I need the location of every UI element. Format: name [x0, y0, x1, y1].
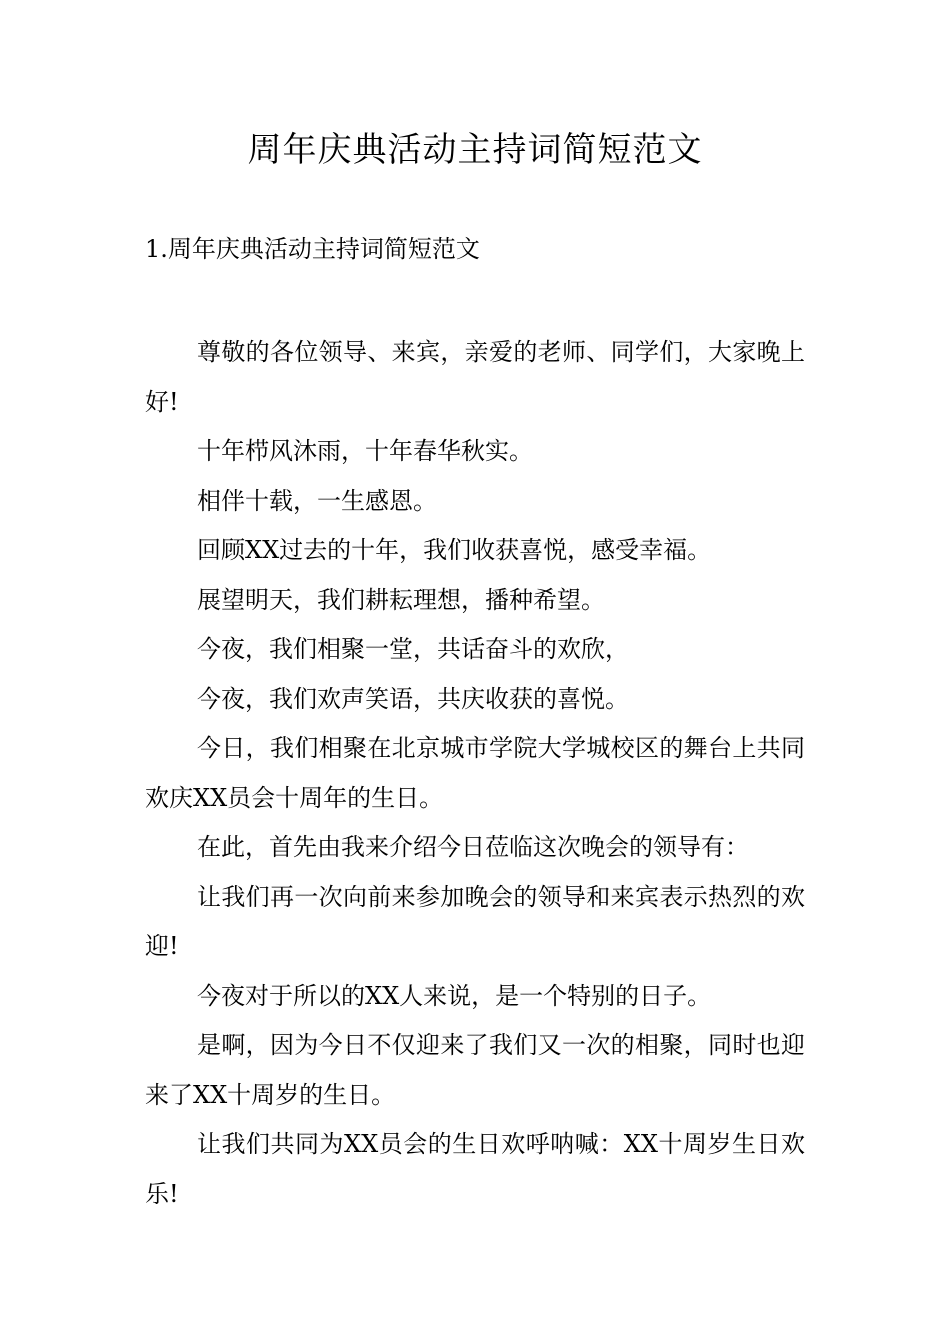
paragraph: 今夜，我们欢声笑语，共庆收获的喜悦。 [197, 684, 629, 713]
paragraph: 让我们再一次向前来参加晚会的领导和来宾表示热烈的欢迎! [145, 882, 805, 960]
paragraph: 今日，我们相聚在北京城市学院大学城校区的舞台上共同欢庆XX员会十周年的生日。 [145, 734, 805, 812]
paragraph: 十年栉风沐雨，十年春华秋实。 [197, 437, 533, 465]
section-heading: 1.周年庆典活动主持词简短范文 [145, 235, 480, 263]
paragraph-greeting: 尊敬的各位领导、来宾，亲爱的老师、同学们，大家晚上好! [145, 338, 805, 416]
paragraph: 回顾XX过去的十年，我们收获喜悦，感受幸福。 [197, 536, 712, 564]
paragraph: 让我们共同为XX员会的生日欢呼呐喊：XX十周岁生日欢乐! [145, 1130, 805, 1208]
paragraph: 相伴十载，一生感恩。 [197, 486, 437, 515]
paragraph: 是啊，因为今日不仅迎来了我们又一次的相聚，同时也迎来了XX十周岁的生日。 [145, 1031, 805, 1109]
page-title: 周年庆典活动主持词简短范文 [247, 130, 703, 170]
paragraph: 今夜对于所以的XX人来说，是一个特别的日子。 [197, 981, 712, 1010]
paragraph: 今夜，我们相聚一堂，共话奋斗的欢欣， [197, 635, 629, 663]
paragraph: 展望明天，我们耕耘理想，播种希望。 [197, 585, 605, 614]
body-text [145, 328, 805, 1219]
paragraph: 在此，首先由我来介绍今日莅临这次晚会的领导有： [197, 833, 749, 861]
